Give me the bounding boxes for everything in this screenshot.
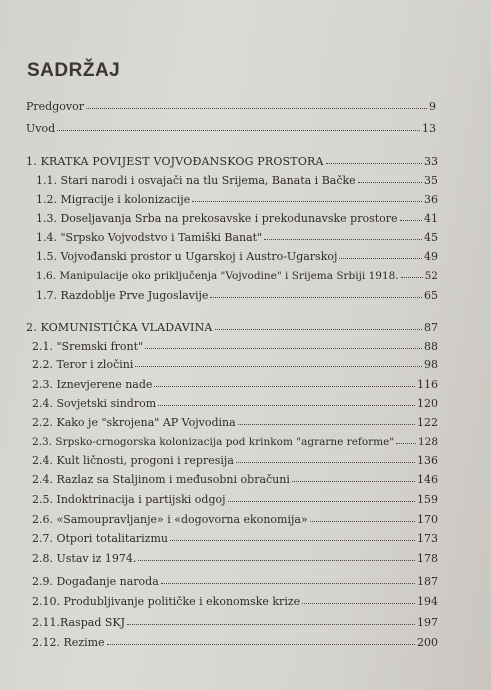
toc-entry-page: 116	[417, 378, 438, 391]
toc-entry-label: 1.1. Stari narodi i osvajači na tlu Srijema, Banata i Bačke	[36, 174, 356, 187]
toc-entry-page: 194	[417, 595, 438, 608]
leader-dots	[358, 173, 422, 183]
toc-entry-predgovor	[26, 100, 436, 114]
toc-entry-page: 13	[422, 122, 436, 135]
toc-entry-label: 2.3. Srpsko-crnogorska kolonizacija pod krinkom "agrarne reforme"	[32, 436, 395, 448]
leader-dots	[86, 99, 427, 109]
leader-dots	[135, 357, 422, 367]
leader-dots	[401, 268, 423, 278]
toc-entry-label: 2.11.Raspad SKJ	[32, 616, 126, 629]
toc-entry	[32, 552, 438, 566]
toc-entry-label: 1.7. Razdoblje Prve Jugoslavije	[36, 289, 209, 302]
toc-entry-label: 2.4. Razlaz sa Staljinom i međusobni obračuni	[32, 473, 290, 486]
toc-entry-label: 1.4. "Srpsko Vojvodstvo i Tamiški Banat"	[36, 231, 263, 244]
toc-entry-label: 2.6. «Samoupravljanje» i «dogovorna ekonomija»	[32, 513, 308, 526]
toc-entry-page: 128	[417, 436, 438, 448]
toc-entry	[32, 340, 438, 354]
toc-entry	[32, 473, 438, 487]
toc-entry-page: 173	[417, 532, 438, 545]
toc-chapter-1	[26, 155, 438, 169]
toc-entry	[32, 575, 438, 589]
toc-entry-page: 159	[417, 493, 438, 506]
toc-entry-page: 49	[424, 250, 438, 263]
toc-entry	[32, 416, 438, 430]
toc-entry-label: 2.7. Otpori totalitarizmu	[32, 532, 168, 545]
leader-dots	[339, 249, 422, 259]
leader-dots	[396, 434, 416, 444]
toc-entry-uvod	[26, 122, 436, 136]
leader-dots	[138, 551, 415, 561]
leader-dots	[192, 192, 422, 202]
leader-dots	[215, 320, 422, 330]
toc-entry-page: 88	[424, 340, 438, 353]
toc-entry	[36, 269, 438, 283]
leader-dots	[400, 211, 422, 221]
toc-entry-page: 41	[424, 212, 438, 225]
toc-entry-page: 45	[424, 231, 438, 244]
toc-entry-label: 2.10. Produbljivanje političke i ekonomske krize	[32, 595, 301, 608]
leader-dots	[158, 396, 415, 406]
toc-entry-label: 1.2. Migracije i kolonizacije	[36, 193, 191, 206]
toc-entry	[36, 231, 438, 245]
leader-dots	[154, 377, 415, 387]
leader-dots	[228, 492, 415, 502]
toc-entry-page: 178	[417, 552, 438, 565]
toc-entry-label: Uvod	[26, 122, 56, 135]
leader-dots	[127, 615, 415, 625]
toc-entry-page: 35	[424, 174, 438, 187]
toc-entry	[36, 212, 438, 226]
toc-entry-page: 52	[424, 270, 438, 282]
toc-entry-label: 2.1. "Sremski front"	[32, 340, 144, 353]
toc-entry-label: 2.3. Iznevjerene nade	[32, 378, 153, 391]
toc-entry	[36, 250, 438, 264]
toc-entry	[32, 358, 438, 372]
toc-entry-label: 2.5. Indoktrinacija i partijski odgoj	[32, 493, 226, 506]
toc-entry	[32, 513, 438, 527]
toc-entry-label: 1.5. Vojvođanski prostor u Ugarskoj i Austro-Ugarskoj	[36, 250, 338, 263]
leader-dots	[310, 512, 415, 522]
toc-title: SADRŽAJ	[27, 60, 121, 81]
toc-entry	[32, 454, 438, 468]
toc-entry-page: 200	[417, 636, 438, 649]
toc-entry-label: 2.9. Događanje naroda	[32, 575, 159, 588]
toc-entry	[36, 289, 438, 303]
toc-entry	[36, 193, 438, 207]
leader-dots	[302, 594, 415, 604]
toc-entry-page: 120	[417, 397, 438, 410]
toc-entry	[32, 493, 438, 507]
toc-entry-page: 122	[417, 416, 438, 429]
toc-entry-label: 2. KOMUNISTIČKA VLADAVINA	[26, 321, 213, 334]
leader-dots	[236, 453, 415, 463]
toc-entry-label: 1.3. Doseljavanja Srba na prekosavske i prekodunavske prostore	[36, 212, 398, 225]
toc-entry-page: 98	[424, 358, 438, 371]
toc-entry-label: 1.6. Manipulacije oko priključenja "Vojvodine" i Srijema Srbiji 1918.	[36, 270, 399, 282]
toc-entry	[32, 616, 438, 630]
toc-entry-label: Predgovor	[26, 100, 84, 113]
toc-entry	[32, 595, 438, 609]
toc-entry-page: 9	[429, 100, 436, 113]
toc-entry-label: 2.2. Kako je "skrojena" AP Vojvodina	[32, 416, 236, 429]
leader-dots	[264, 230, 422, 240]
toc-entry	[32, 435, 438, 449]
leader-dots	[170, 531, 415, 541]
leader-dots	[210, 288, 422, 298]
toc-entry-page: 87	[424, 321, 438, 334]
leader-dots	[292, 472, 415, 482]
toc-entry-page: 36	[424, 193, 438, 206]
toc-entry-page: 146	[417, 473, 438, 486]
toc-chapter-2	[26, 321, 438, 335]
leader-dots	[238, 415, 415, 425]
toc-entry-page: 65	[424, 289, 438, 302]
toc-entry	[36, 174, 438, 188]
toc-entry-label: 2.12. Rezime	[32, 636, 105, 649]
toc-entry-page: 187	[417, 575, 438, 588]
leader-dots	[326, 154, 422, 164]
leader-dots	[107, 635, 415, 645]
toc-entry-page: 136	[417, 454, 438, 467]
toc-entry-page: 170	[417, 513, 438, 526]
leader-dots	[161, 574, 415, 584]
toc-entry-label: 2.2. Teror i zločini	[32, 358, 134, 371]
toc-entry	[32, 397, 438, 411]
toc-entry-label: 2.4. Sovjetski sindrom	[32, 397, 157, 410]
toc-entry	[32, 636, 438, 650]
toc-entry-label: 2.8. Ustav iz 1974.	[32, 552, 137, 565]
toc-entry-page: 33	[424, 155, 438, 168]
toc-entry	[32, 532, 438, 546]
leader-dots	[57, 121, 420, 131]
toc-entry	[32, 378, 438, 392]
toc-entry-page: 197	[417, 616, 438, 629]
toc-entry-label: 2.4. Kult ličnosti, progoni i represija	[32, 454, 234, 467]
toc-entry-label: 1. KRATKA POVIJEST VOJVOĐANSKOG PROSTORA	[26, 155, 324, 168]
leader-dots	[145, 339, 422, 349]
